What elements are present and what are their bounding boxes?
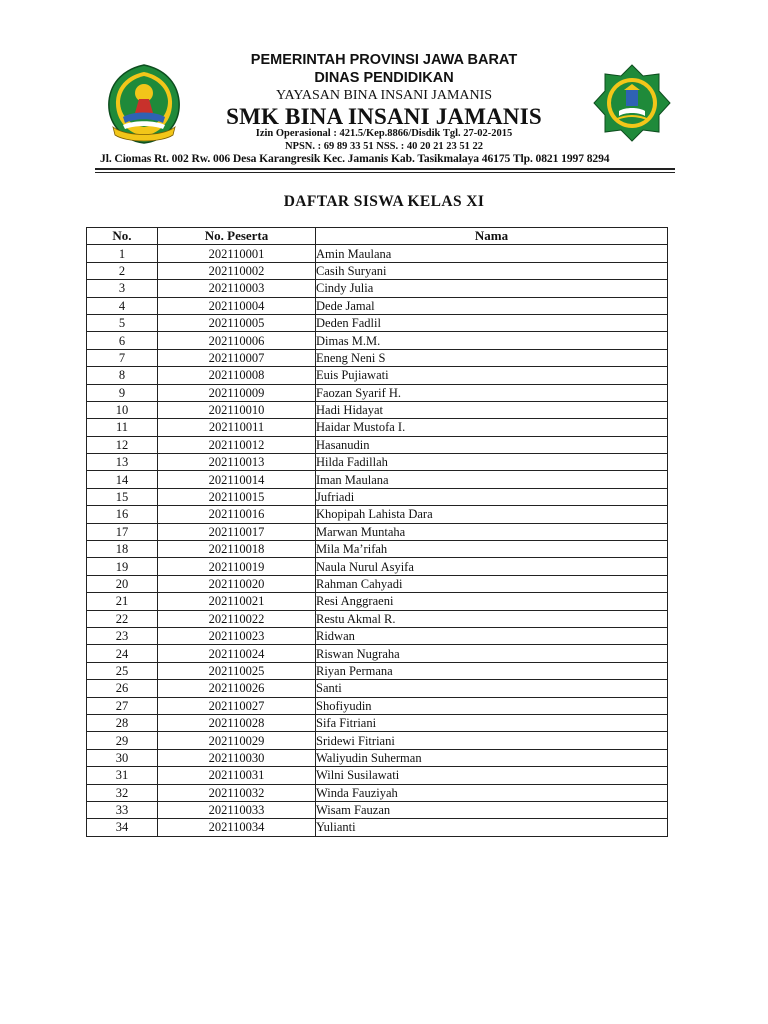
table-row [87, 558, 668, 575]
participant-number-cell: 202110015 [158, 488, 316, 505]
table-row [87, 541, 668, 558]
table-row [87, 714, 668, 731]
school-emblem-icon [593, 64, 671, 142]
student-name-cell: Wisam Fauzan [316, 801, 668, 818]
row-number-cell: 6 [87, 332, 158, 349]
participant-number-cell: 202110030 [158, 749, 316, 766]
row-number-cell: 22 [87, 610, 158, 627]
table-row [87, 349, 668, 366]
student-name-cell: Khopipah Lahista Dara [316, 506, 668, 523]
student-name-cell: Mila Ma’rifah [316, 541, 668, 558]
student-name-cell: Hasanudin [316, 436, 668, 453]
operating-permit: Izin Operasional : 421.5/Kep.8866/Disdik Tgl. 27-02-2015 [255, 128, 513, 139]
participant-number-cell: 202110026 [158, 680, 316, 697]
row-number-cell: 4 [87, 297, 158, 314]
student-name-cell: Naula Nurul Asyifa [316, 558, 668, 575]
school-name: SMK BINA INSANI JAMANIS [226, 104, 542, 129]
row-number-cell: 19 [87, 558, 158, 575]
table-header-row [87, 228, 668, 245]
participant-number-cell: 202110008 [158, 367, 316, 384]
row-number-cell: 16 [87, 506, 158, 523]
table-row [87, 332, 668, 349]
participant-number-cell: 202110033 [158, 801, 316, 818]
student-name-cell: Casih Suryani [316, 262, 668, 279]
student-name-cell: Wilni Susilawati [316, 767, 668, 784]
letterhead [95, 43, 673, 171]
student-name-cell: Riyan Permana [316, 662, 668, 679]
row-number-cell: 18 [87, 541, 158, 558]
participant-number-cell: 202110018 [158, 541, 316, 558]
participant-number-cell: 202110024 [158, 645, 316, 662]
letterhead-divider-thin [95, 172, 675, 173]
participant-number-cell: 202110027 [158, 697, 316, 714]
table-row [87, 471, 668, 488]
row-number-cell: 3 [87, 280, 158, 297]
school-address: Jl. Ciomas Rt. 002 Rw. 006 Desa Karangresik Kec. Jamanis Kab. Tasikmalaya 46175 Tlp. 0821 1997 8294 [100, 152, 610, 165]
participant-number-cell: 202110006 [158, 332, 316, 349]
table-row [87, 697, 668, 714]
participant-number-cell: 202110014 [158, 471, 316, 488]
participant-number-cell: 202110032 [158, 784, 316, 801]
table-row [87, 419, 668, 436]
participant-number-cell: 202110025 [158, 662, 316, 679]
table-row [87, 593, 668, 610]
participant-number-cell: 202110005 [158, 314, 316, 331]
student-name-cell: Marwan Muntaha [316, 523, 668, 540]
row-number-cell: 12 [87, 436, 158, 453]
table-row [87, 801, 668, 818]
row-number-cell: 29 [87, 732, 158, 749]
table-row [87, 506, 668, 523]
row-number-cell: 32 [87, 784, 158, 801]
row-number-cell: 20 [87, 575, 158, 592]
student-name-cell: Amin Maulana [316, 245, 668, 262]
row-number-cell: 11 [87, 419, 158, 436]
student-name-cell: Iman Maulana [316, 471, 668, 488]
table-row [87, 732, 668, 749]
table-row [87, 436, 668, 453]
row-number-cell: 21 [87, 593, 158, 610]
participant-number-cell: 202110022 [158, 610, 316, 627]
row-number-cell: 8 [87, 367, 158, 384]
table-row [87, 575, 668, 592]
table-row [87, 297, 668, 314]
table-row [87, 262, 668, 279]
participant-number-cell: 202110001 [158, 245, 316, 262]
participant-number-cell: 202110034 [158, 819, 316, 836]
table-row [87, 610, 668, 627]
row-number-cell: 1 [87, 245, 158, 262]
student-name-cell: Cindy Julia [316, 280, 668, 297]
table-row [87, 367, 668, 384]
student-name-cell: Shofiyudin [316, 697, 668, 714]
row-number-cell: 9 [87, 384, 158, 401]
letterhead-agency-line: DINAS PENDIDIKAN [314, 70, 454, 86]
npsn-nss-numbers: NPSN. : 69 89 33 51 NSS. : 40 20 21 23 51 22 [284, 141, 484, 152]
column-header-number: No. [87, 228, 158, 245]
table-row [87, 314, 668, 331]
letterhead-foundation-line: YAYASAN BINA INSANI JAMANIS [275, 88, 493, 103]
row-number-cell: 28 [87, 714, 158, 731]
row-number-cell: 33 [87, 801, 158, 818]
row-number-cell: 34 [87, 819, 158, 836]
table-row [87, 749, 668, 766]
participant-number-cell: 202110029 [158, 732, 316, 749]
student-name-cell: Deden Fadlil [316, 314, 668, 331]
student-name-cell: Eneng Neni S [316, 349, 668, 366]
student-name-cell: Winda Fauziyah [316, 784, 668, 801]
table-row [87, 523, 668, 540]
participant-number-cell: 202110011 [158, 419, 316, 436]
participant-number-cell: 202110003 [158, 280, 316, 297]
column-header-participant-number: No. Peserta [158, 228, 316, 245]
table-row [87, 662, 668, 679]
participant-number-cell: 202110020 [158, 575, 316, 592]
participant-number-cell: 202110031 [158, 767, 316, 784]
row-number-cell: 10 [87, 401, 158, 418]
participant-number-cell: 202110013 [158, 454, 316, 471]
student-name-cell: Rahman Cahyadi [316, 575, 668, 592]
student-name-cell: Resi Anggraeni [316, 593, 668, 610]
row-number-cell: 5 [87, 314, 158, 331]
table-row [87, 454, 668, 471]
row-number-cell: 13 [87, 454, 158, 471]
student-name-cell: Faozan Syarif H. [316, 384, 668, 401]
row-number-cell: 26 [87, 680, 158, 697]
student-name-cell: Euis Pujiawati [316, 367, 668, 384]
participant-number-cell: 202110009 [158, 384, 316, 401]
row-number-cell: 30 [87, 749, 158, 766]
participant-number-cell: 202110012 [158, 436, 316, 453]
table-row [87, 680, 668, 697]
row-number-cell: 15 [87, 488, 158, 505]
table-row [87, 401, 668, 418]
participant-number-cell: 202110028 [158, 714, 316, 731]
row-number-cell: 31 [87, 767, 158, 784]
student-name-cell: Ridwan [316, 627, 668, 644]
letterhead-government-line: PEMERINTAH PROVINSI JAWA BARAT [250, 52, 518, 68]
participant-number-cell: 202110010 [158, 401, 316, 418]
table-row [87, 627, 668, 644]
student-table [86, 227, 668, 837]
student-name-cell: Santi [316, 680, 668, 697]
document-title: DAFTAR SISWA KELAS XI [283, 193, 485, 210]
participant-number-cell: 202110021 [158, 593, 316, 610]
participant-number-cell: 202110004 [158, 297, 316, 314]
student-name-cell: Haidar Mustofa I. [316, 419, 668, 436]
student-name-cell: Restu Akmal R. [316, 610, 668, 627]
student-name-cell: Sridewi Fitriani [316, 732, 668, 749]
student-name-cell: Riswan Nugraha [316, 645, 668, 662]
table-row [87, 488, 668, 505]
table-row [87, 245, 668, 262]
row-number-cell: 27 [87, 697, 158, 714]
letterhead-divider [95, 168, 675, 170]
student-name-cell: Waliyudin Suherman [316, 749, 668, 766]
table-row [87, 767, 668, 784]
table-row [87, 384, 668, 401]
row-number-cell: 25 [87, 662, 158, 679]
row-number-cell: 24 [87, 645, 158, 662]
student-name-cell: Dimas M.M. [316, 332, 668, 349]
student-name-cell: Hilda Fadillah [316, 454, 668, 471]
row-number-cell: 23 [87, 627, 158, 644]
student-name-cell: Dede Jamal [316, 297, 668, 314]
student-name-cell: Jufriadi [316, 488, 668, 505]
row-number-cell: 14 [87, 471, 158, 488]
column-header-name: Nama [316, 228, 668, 245]
student-name-cell: Hadi Hidayat [316, 401, 668, 418]
participant-number-cell: 202110023 [158, 627, 316, 644]
row-number-cell: 17 [87, 523, 158, 540]
participant-number-cell: 202110017 [158, 523, 316, 540]
participant-number-cell: 202110016 [158, 506, 316, 523]
participant-number-cell: 202110007 [158, 349, 316, 366]
table-row [87, 784, 668, 801]
table-row [87, 645, 668, 662]
table-row [87, 819, 668, 836]
participant-number-cell: 202110019 [158, 558, 316, 575]
student-name-cell: Yulianti [316, 819, 668, 836]
row-number-cell: 7 [87, 349, 158, 366]
row-number-cell: 2 [87, 262, 158, 279]
table-row [87, 280, 668, 297]
participant-number-cell: 202110002 [158, 262, 316, 279]
student-name-cell: Sifa Fitriani [316, 714, 668, 731]
